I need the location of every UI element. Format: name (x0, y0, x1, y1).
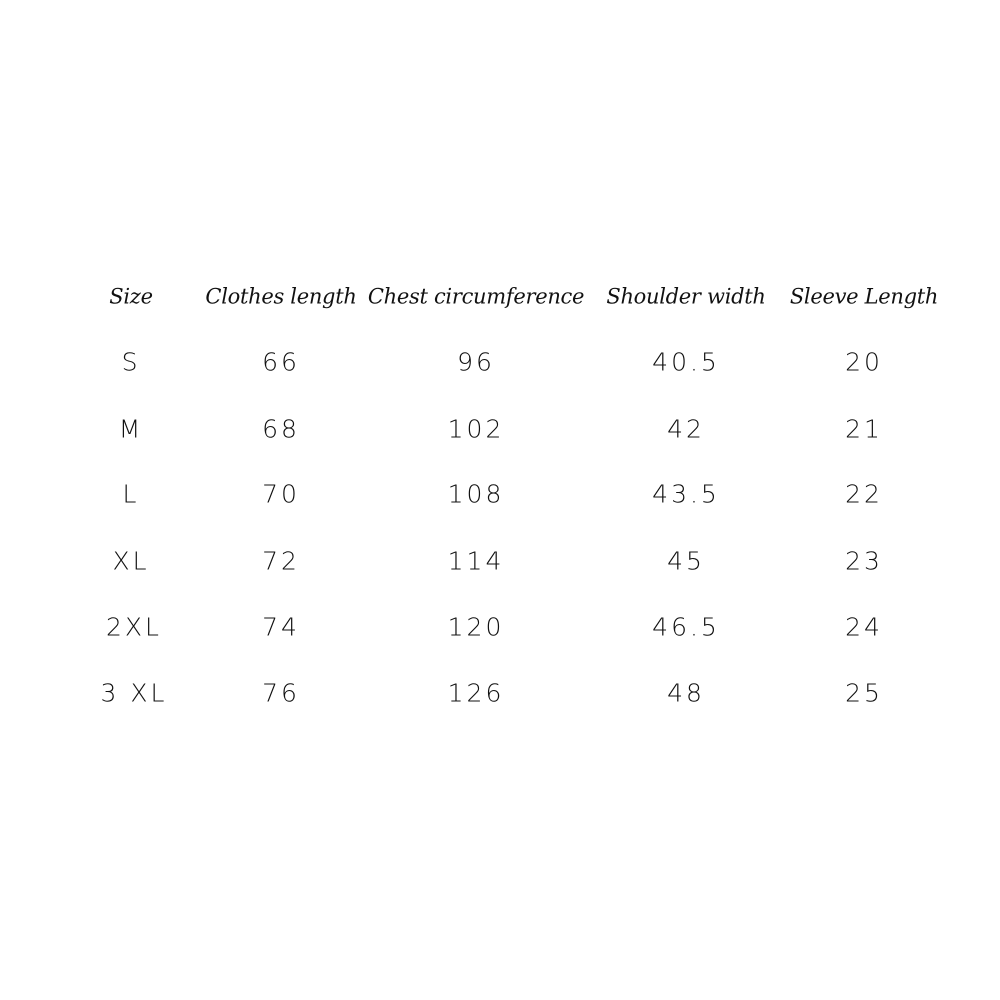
table-cell: 72 (262, 546, 300, 576)
table-cell: M (118, 414, 144, 444)
table-cell: 120 (447, 612, 505, 642)
table-cell: 102 (447, 414, 505, 444)
table-cell: 108 (447, 479, 505, 509)
table-cell: 74 (262, 612, 300, 642)
table-cell: 43.5 (652, 479, 720, 509)
table-cell: 76 (262, 678, 300, 708)
table-cell: 3 XL (100, 678, 168, 708)
table-cell: 20 (845, 347, 883, 377)
table-cell: 48 (667, 678, 705, 708)
table-cell: 66 (262, 347, 300, 377)
table-cell: 22 (845, 479, 883, 509)
header-chest-circumference: Chest circumference (367, 284, 585, 309)
table-cell: XL (112, 546, 150, 576)
table-cell: 114 (447, 546, 505, 576)
table-cell: 24 (845, 612, 883, 642)
table-cell: 96 (457, 347, 495, 377)
header-shoulder-width: Shoulder width (606, 284, 766, 309)
table-cell: 68 (262, 414, 300, 444)
table-cell: 42 (667, 414, 705, 444)
table-cell: 23 (845, 546, 883, 576)
header-clothes-length: Clothes length (205, 284, 357, 309)
table-cell: 25 (845, 678, 883, 708)
table-cell: 126 (447, 678, 505, 708)
table-cell: S (121, 347, 141, 377)
table-cell: 70 (262, 479, 300, 509)
table-cell: 2XL (106, 612, 162, 642)
table-cell: 40.5 (652, 347, 720, 377)
table-cell: L (122, 479, 140, 509)
header-sleeve-length: Sleeve Length (789, 284, 939, 309)
table-cell: 46.5 (652, 612, 720, 642)
table-cell: 21 (845, 414, 883, 444)
header-size: Size (109, 284, 153, 309)
table-cell: 45 (667, 546, 705, 576)
